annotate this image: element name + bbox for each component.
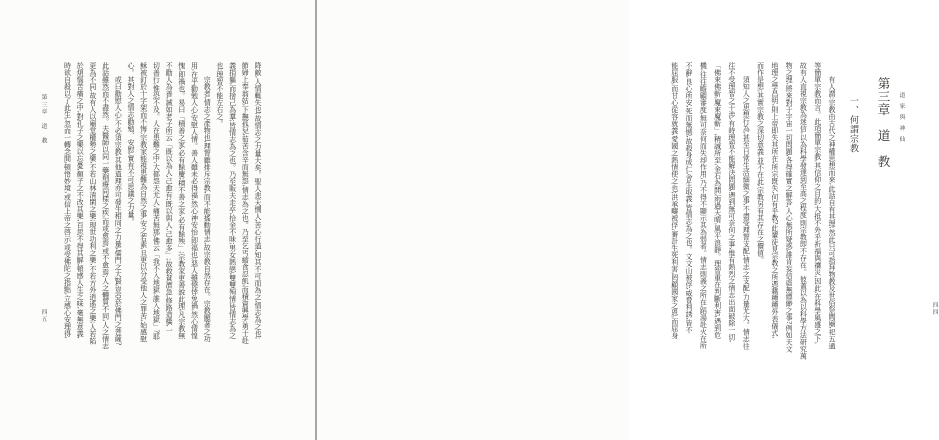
left-page-body-text xyxy=(61,62,264,380)
text-column: 穌被釘於十字架而不悔;宗教家能視患難為自然之事,安之若素,且更以分受他人之罪苦,始感慰 xyxy=(139,62,148,343)
section-title: 一、何謂宗教 xyxy=(849,96,859,153)
text-column: 於煩惱苦痛之中,對孔子之樂以忘憂,顏子之不改其樂,百思不得其解,頓感人生乏味,毫無意義, xyxy=(76,62,85,339)
right-page-book-title-header: 道家與神仙 xyxy=(898,92,904,147)
right-page-number: 四四 xyxy=(931,302,937,316)
text-column: 而作是想;其實宗教之深切意義,並不在此,宗教另有其存在之價值。 xyxy=(756,62,765,264)
text-column: 用,在乎勸勉人心,安慰人情。善人雖未必得福,然心神安怡,即福也;惡人雖僥倖免禍,然心情惶 xyxy=(190,62,199,339)
text-column: 更為不同,故有人以廟堂權勢之樂,不若山林清閑之樂;現世功利之樂,不若方外逍遙之樂;人若陷 xyxy=(88,62,97,345)
text-column: 心。其對人之情志勸勉、安慰,實有不可思議之力量。 xyxy=(126,62,135,225)
text-column: 故有人直視宗教為迷信,以為科學發達到至高之程度,則宗教即不存在。彼蓋以為以科學方法研究萬 xyxy=(799,62,808,360)
right-page-body-text xyxy=(667,62,839,380)
left-page xyxy=(0,0,315,440)
left-page-running-title: 第三章 道 教 xyxy=(40,94,46,145)
left-page-number: 四五 xyxy=(40,309,46,323)
text-column: 義捐軀,而捨己為羣;皆情志為之也。乃至販夫走卒,拾金不昧;男女熱戀,雙雙殉情;皆情志為之 xyxy=(228,62,237,340)
text-column: 時欲自殺以了此生,忽而一轉念間,頓悟妙境,或信上帝之啓示,或受佛陀之指點,立感心安理得, xyxy=(63,62,72,339)
text-column: 宗教者,情志之產物也,理智雖排斥宗教,而不能搖動情志,故宗教自然存在。宗教顯著之功 xyxy=(203,62,212,342)
text-column: 能屈服,而甘心從容就義,愛國之熱情使之也;洪承疇被俘,審計生死利害,罔顧國家之恩,而屈身 xyxy=(670,62,679,339)
text-column: 機,往往瞻顧審度,無可奈何而失却作用,乃不得不顯示其為弱者。情志則義之所在,蹈湯赴火在所 xyxy=(699,62,708,349)
text-column: 須知人之思想行為,甚至日常生活細微之事,不盡受理智支配;情志之支配,力量尤大。情志往 xyxy=(742,62,751,350)
text-column: 不勸人為善,誡如老子所云「既以為人,己愈有;既以與人,己愈多」;故救貧濟急,修路造橋,一 xyxy=(165,62,174,334)
chapter-title: 第三章 道 教 xyxy=(876,77,890,168)
text-column: 節婦上奉翁姑,下撫孤兒,茹苦含辛而無怨,情志為之也。乃至乞丐縮食忍飢,而積資興學;勇士赴 xyxy=(241,62,250,344)
text-column: 不辭,良心所安,死而無憾,故殺身成仁,舍生取義,皆情志為之也。文文山被俘,威脅利誘,皆不 xyxy=(685,62,694,334)
text-column: 「佛來佛斬,魔來魔斬」,精誠所至,金石為開,雨過天晴,風平浪靜。理智重在判斷利害,遇到危 xyxy=(713,62,722,339)
text-column: 此話雖然而不盡然。夫醫師以同一藥劑療同樣之疾,而或愈焉,或不愈焉;人之體質不同,人之情志 xyxy=(101,62,110,350)
text-column: 也;理智不能左右之。 xyxy=(215,62,224,127)
right-page xyxy=(317,0,937,440)
text-column: 降敵,人情輒失也;故情志之力量大矣。聖人悲天憫人,苦心行道,知其不可而為之,情志為之也; xyxy=(254,62,262,339)
text-column: 切善行,惟恐不及。人在患難之中,大都怨天尤人,痛苦無那,佛云「我不入地獄,誰入地獄」?耶 xyxy=(152,62,161,340)
text-column: 愧,即禍也。易曰「積善之家,必有餘慶;積不善之家,必有餘殃」;宗教家更善說此理,凡宗教無 xyxy=(177,62,186,339)
text-column: 或曰勸慰人心,不必須宗教,其他道理亦可發生相同之力量,儒門之大賢,豈亞於佛門之菩薩? xyxy=(114,62,123,346)
text-column: 有人謂:宗教由古代之神權思想而來,此話自有其理;然此只可指拜物教及世俗祭閭廟,祀五通 xyxy=(828,62,836,350)
text-column: 等簡單宗教而言。此項簡單宗教,其信仰之目的,大抵不外乎祈福與禳災,因此,在科學風盛之下, xyxy=(813,62,822,344)
text-column: 物之理,將來對于宇宙一切問題,各得確實之解答,人心無所疑惑,誰肯妄信虛無縹緲之事?例如天文 xyxy=(785,62,794,353)
text-column: 地理之學昌明,則上帝即失其所在,所宗既失,何有乎教?此輩徒見宗教之所憑藉種種外表儀式, xyxy=(770,62,779,339)
text-column: 往不受理智之干涉,有時理智不能解決問題,遇到無可奈何之事,惟有熱烈之情志出面破除一切, xyxy=(727,62,736,342)
